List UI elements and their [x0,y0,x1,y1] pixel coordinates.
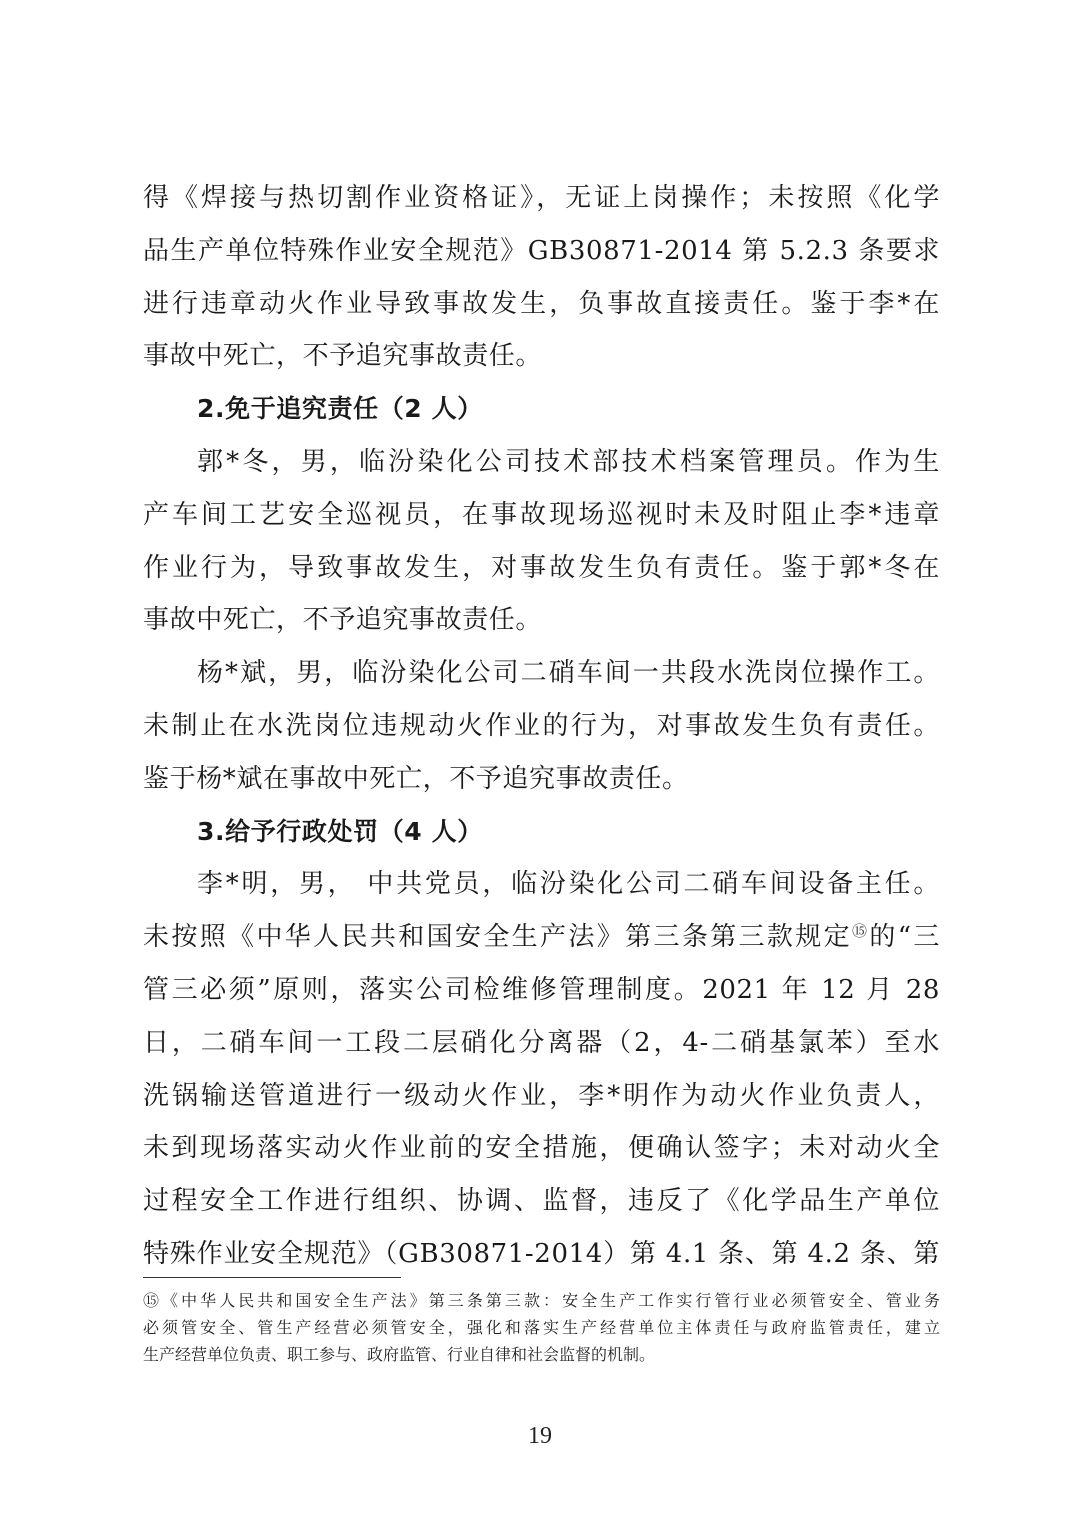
paragraph-line: 事故中死亡，不予追究事故责任。 [143,341,543,372]
paragraph-line: 郭*冬，男，临汾染化公司技术部技术档案管理员。作为生 [197,446,940,477]
paragraph-line: 未制止在水洗岗位违规动火作业的行为，对事故发生负有责任。 [143,710,940,741]
paragraph-line: 管三必须”原则，落实公司检维修管理制度。2021 年 12 月 28 [143,974,940,1005]
body-text [143,172,940,1281]
paragraph-line: 事故中死亡，不予追究事故责任。 [143,605,543,636]
paragraph-line: 洗锅输送管道进行一级动火作业，李*明作为动火作业负责人， [143,1080,940,1111]
paragraph-line: 产车间工艺安全巡视员，在事故现场巡视时未及时阻止李*违章 [143,499,940,530]
paragraph-line: 进行违章动火作业导致事故发生，负事故直接责任。鉴于李*在 [143,288,940,319]
paragraph-line: 过程安全工作进行组织、协调、监督，违反了《化学品生产单位 [143,1186,940,1217]
line-text: 的“三 [869,922,940,953]
footnote-line: 生产经营单位负责、职工参与、政府监管、行业自律和社会监督的机制。 [143,1345,656,1364]
paragraph-line: 鉴于杨*斌在事故中死亡，不予追究事故责任。 [143,763,689,794]
line-text: 未按照《中华人民共和国安全生产法》第三条第三款规定 [143,922,853,953]
paragraph-line: 品生产单位特殊作业安全规范》GB30871-2014 第 5.2.3 条要求 [143,235,940,266]
paragraph-line: 未到现场落实动火作业前的安全措施，便确认签字；未对动火全 [143,1133,940,1164]
paragraph-line: 日，二硝车间一工段二层硝化分离器（2，4-二硝基氯苯）至水 [143,1027,940,1058]
section-heading-penalty: 3.给予行政处罚（4 人） [197,816,483,846]
paragraph-line: 李*明，男， 中共党员，临汾染化公司二硝车间设备主任。 [197,869,940,900]
paragraph-line: 杨*斌，男，临汾染化公司二硝车间一共段水洗岗位操作工。 [197,658,940,689]
footnote-separator [143,1277,401,1278]
footnote-line: 必须管安全、管生产经营必须管安全，强化和落实生产经营单位主体责任与政府监管责任，建立 [143,1318,940,1337]
footnote [143,1287,940,1368]
page-number: 19 [528,1423,552,1449]
paragraph-line [143,911,940,964]
paragraph-line: 特殊作业安全规范》（GB30871-2014）第 4.1 条、第 4.2 条、第 [143,1238,940,1269]
footnote-marker: ⑮ [852,922,870,941]
section-heading-exempt: 2.免于追究责任（2 人） [197,394,483,424]
paragraph-line: 得《焊接与热切割作业资格证》，无证上岗操作；未按照《化学 [143,183,940,213]
paragraph-line: 作业行为，导致事故发生，对事故发生负有责任。鉴于郭*冬在 [143,552,940,583]
footnote-line: ⑮《中华人民共和国安全生产法》第三条第三款：安全生产工作实行管行业必须管安全、管业务 [143,1291,940,1310]
